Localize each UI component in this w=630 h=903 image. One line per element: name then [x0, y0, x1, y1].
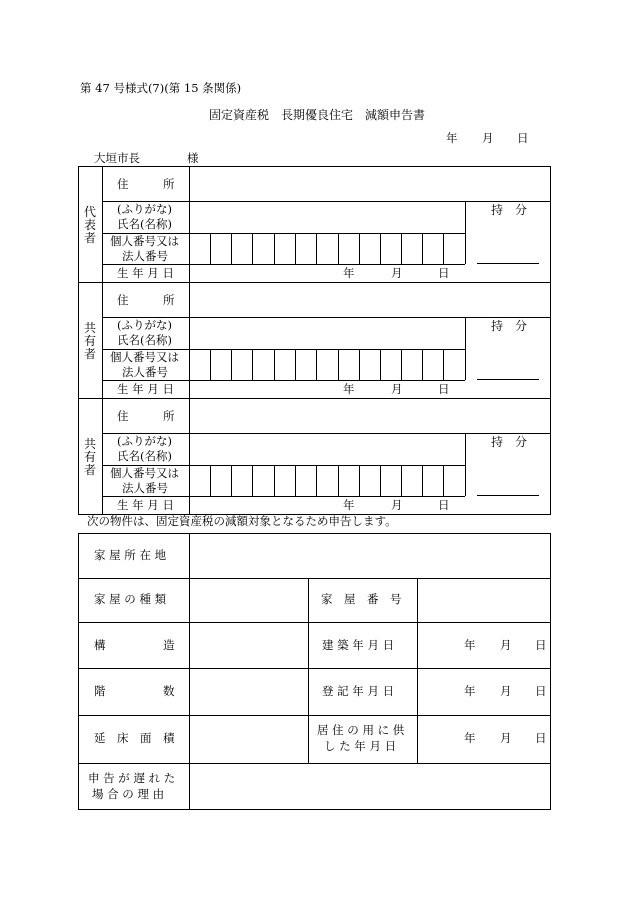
name-field[interactable]	[190, 434, 464, 465]
house-type-label: 家 屋 の 種 類	[94, 592, 167, 606]
house-location-field[interactable]	[190, 534, 550, 578]
residence-date-label-1: 居 住 の 用 に 供	[317, 723, 405, 737]
registered-date-year: 年	[464, 684, 476, 698]
id-number-field[interactable]	[190, 466, 464, 496]
birth-month-label: 月	[391, 498, 403, 512]
corporate-number-label: 法人番号	[122, 365, 168, 379]
house-location-label: 家 屋 所 在 地	[94, 548, 167, 562]
birth-year-label: 年	[343, 266, 355, 280]
corporate-number-label: 法人番号	[122, 249, 168, 263]
built-date-label: 建 築 年 月 日	[322, 638, 395, 652]
declaration-text: 次の物件は、固定資産税の減額対象となるため申告します。	[87, 514, 397, 528]
birth-month-label: 月	[391, 382, 403, 396]
share-field[interactable]	[466, 340, 550, 380]
residence-date-day: 日	[535, 731, 547, 745]
birth-day-label: 日	[438, 498, 450, 512]
residence-date-year: 年	[464, 731, 476, 745]
furigana-label: (ふりがな)	[117, 434, 172, 448]
residence-date-label-2: し た 年 月 日	[324, 739, 397, 753]
birth-month-label: 月	[391, 266, 403, 280]
address-field[interactable]	[190, 167, 550, 201]
late-reason-label-1: 申 告 が 遅 れ た	[88, 771, 176, 785]
furigana-label: (ふりがな)	[117, 202, 172, 216]
birth-date-label: 生 年 月 日	[117, 498, 174, 512]
address-label: 住 所	[117, 293, 175, 307]
birth-day-label: 日	[438, 382, 450, 396]
house-number-field[interactable]	[418, 579, 550, 622]
built-date-month: 月	[500, 638, 512, 652]
corporate-number-label: 法人番号	[122, 481, 168, 495]
id-number-field[interactable]	[190, 350, 464, 380]
share-label: 持 分	[491, 203, 528, 217]
birth-date-field[interactable]	[190, 381, 464, 398]
name-label: 氏名(名称)	[117, 333, 172, 347]
address-label: 住 所	[117, 409, 175, 423]
share-field[interactable]	[466, 456, 550, 496]
name-label: 氏名(名称)	[117, 217, 172, 231]
address-label: 住 所	[117, 177, 175, 191]
form-number: 第 47 号様式(7)(第 15 条関係)	[80, 81, 242, 95]
floors-label: 階 数	[94, 684, 175, 698]
address-field[interactable]	[190, 283, 550, 317]
floors-field[interactable]	[190, 669, 308, 715]
owner-role-label: 共有者	[83, 437, 96, 477]
birth-date-label: 生 年 月 日	[117, 266, 174, 280]
built-date-day: 日	[535, 638, 547, 652]
id-number-label: 個人番号又は	[110, 466, 179, 480]
birth-year-label: 年	[343, 382, 355, 396]
built-date-year: 年	[464, 638, 476, 652]
name-label: 氏名(名称)	[117, 449, 172, 463]
share-label: 持 分	[491, 435, 528, 449]
name-field[interactable]	[190, 318, 464, 349]
address-field[interactable]	[190, 399, 550, 433]
id-number-label: 個人番号又は	[110, 234, 179, 248]
id-number-field[interactable]	[190, 234, 464, 264]
registered-date-month: 月	[500, 684, 512, 698]
structure-label: 構 造	[94, 638, 175, 652]
addressee-honorific: 様	[187, 151, 199, 165]
house-type-field[interactable]	[190, 579, 308, 622]
birth-year-label: 年	[343, 498, 355, 512]
structure-field[interactable]	[190, 623, 308, 668]
house-number-label: 家 屋 番 号	[321, 592, 402, 606]
late-reason-field[interactable]	[190, 764, 550, 809]
header-month: 月	[482, 131, 494, 145]
name-field[interactable]	[190, 202, 464, 233]
registered-date-label: 登 記 年 月 日	[322, 684, 395, 698]
floor-area-label: 延 床 面 積	[94, 731, 175, 745]
share-field[interactable]	[466, 224, 550, 264]
form-title: 固定資産税 長期優良住宅 減額申告書	[209, 108, 426, 122]
addressee-name: 大垣市長	[94, 151, 140, 165]
birth-day-label: 日	[438, 266, 450, 280]
floor-area-field[interactable]	[190, 716, 308, 763]
birth-date-field[interactable]	[190, 265, 464, 282]
registered-date-day: 日	[535, 684, 547, 698]
id-number-label: 個人番号又は	[110, 350, 179, 364]
residence-date-month: 月	[500, 731, 512, 745]
birth-date-field[interactable]	[190, 497, 464, 514]
owner-role-label: 共有者	[83, 321, 96, 361]
birth-date-label: 生 年 月 日	[117, 382, 174, 396]
owner-role-label: 代表者	[83, 205, 96, 245]
share-label: 持 分	[491, 319, 528, 333]
furigana-label: (ふりがな)	[117, 318, 172, 332]
header-year: 年	[446, 131, 458, 145]
late-reason-label-2: 場 合 の 理 由	[92, 787, 165, 801]
header-day: 日	[517, 131, 529, 145]
